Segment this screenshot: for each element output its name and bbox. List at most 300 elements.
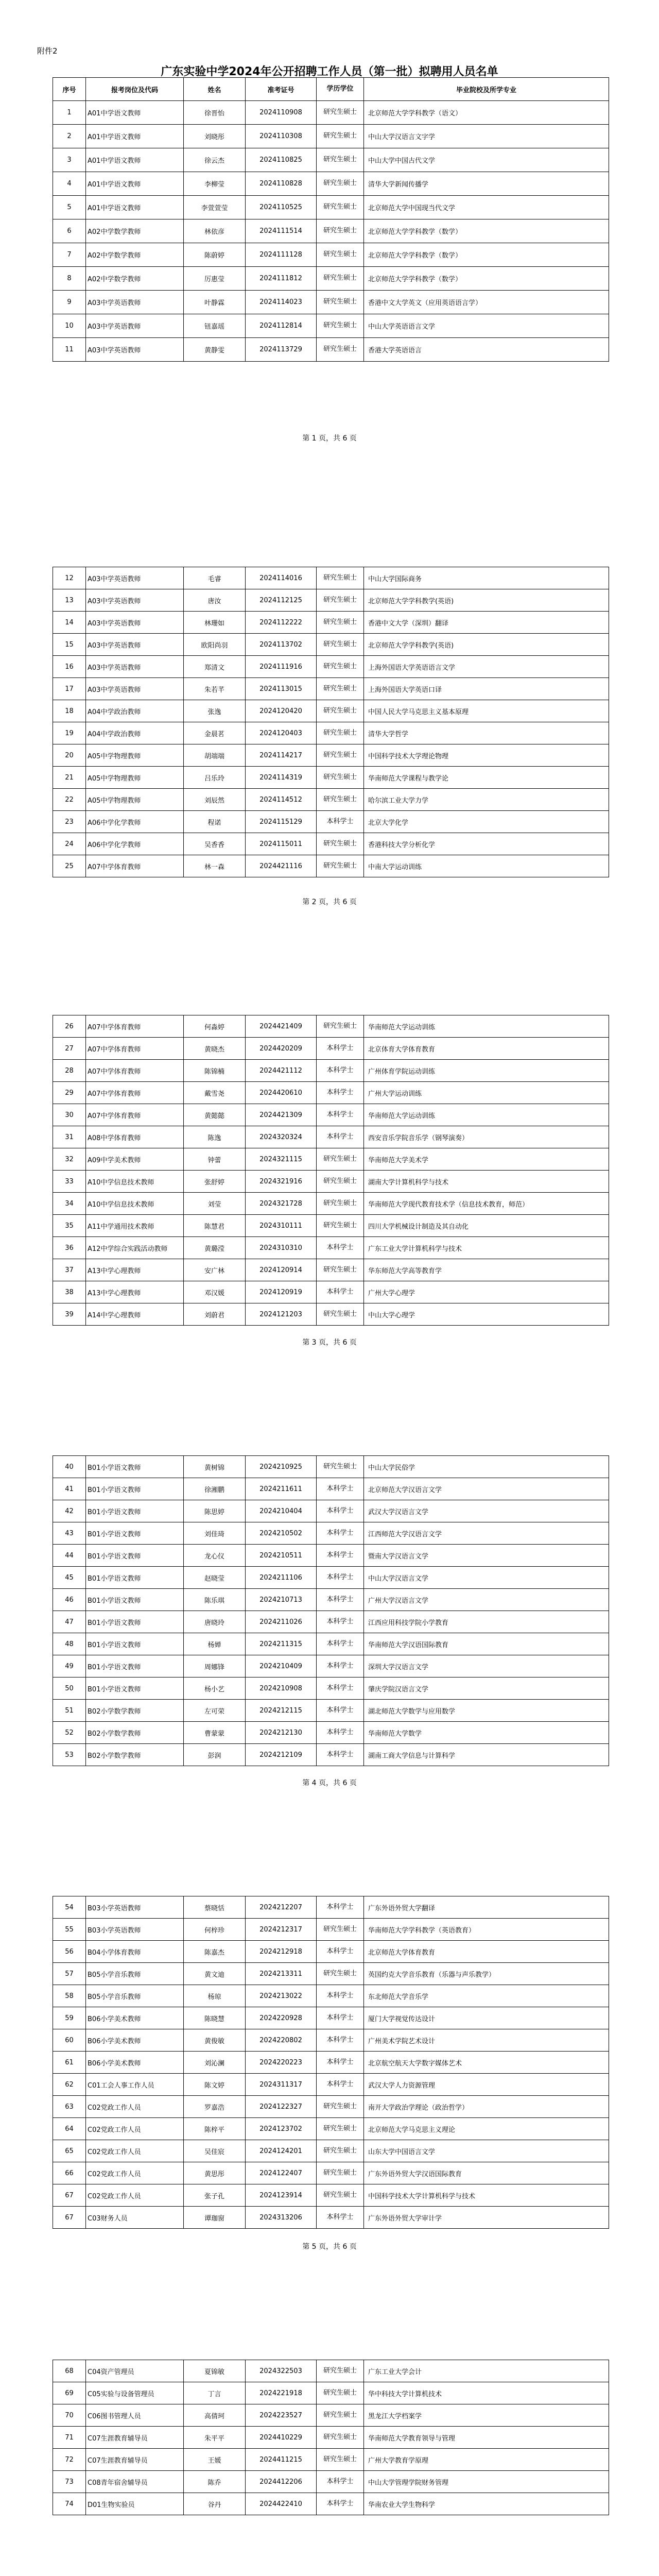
exam-id: 2024123914 bbox=[246, 2184, 317, 2207]
post-code: B05小学音乐教师 bbox=[86, 1963, 184, 1985]
exam-id: 2024421116 bbox=[246, 855, 317, 877]
post-code: A03中学英语教师 bbox=[86, 589, 184, 612]
row-number: 44 bbox=[53, 1545, 86, 1567]
exam-id: 2024115129 bbox=[246, 811, 317, 833]
school-major: 华南师范大学学科教学（英语教育） bbox=[364, 1919, 609, 1941]
row-number: 43 bbox=[53, 1522, 86, 1545]
table-row bbox=[53, 2471, 609, 2493]
post-code: A01中学语文教师 bbox=[86, 172, 184, 196]
school-major: 黑龙江大学档案学 bbox=[364, 2404, 609, 2427]
row-number: 50 bbox=[53, 1677, 86, 1700]
education-degree: 研究生硕士 bbox=[317, 125, 364, 148]
post-code: B02小学数学教师 bbox=[86, 1722, 184, 1744]
post-code: C05实验与设备管理员 bbox=[86, 2382, 184, 2404]
exam-id: 2024212130 bbox=[246, 1722, 317, 1744]
school-major: 湖南工商大学信息与计算科学 bbox=[364, 1744, 609, 1766]
row-number: 70 bbox=[53, 2404, 86, 2427]
school-major: 中山大学民俗学 bbox=[364, 1456, 609, 1478]
candidate-name: 陈蔚婷 bbox=[184, 243, 246, 267]
school-major: 香港科技大学分析化学 bbox=[364, 833, 609, 855]
row-number: 20 bbox=[53, 744, 86, 767]
table-row bbox=[53, 314, 609, 338]
table-row bbox=[53, 1478, 609, 1500]
row-number: 18 bbox=[53, 700, 86, 722]
education-degree: 研究生硕士 bbox=[317, 1919, 364, 1941]
post-code: B02小学数学教师 bbox=[86, 1700, 184, 1722]
exam-id: 2024210511 bbox=[246, 1545, 317, 1567]
candidate-name: 陈慧君 bbox=[184, 1215, 246, 1237]
row-number: 8 bbox=[53, 267, 86, 291]
candidate-name: 陈晓慧 bbox=[184, 2007, 246, 2029]
school-major: 广州大学汉语言文学 bbox=[364, 1589, 609, 1611]
post-code: B06小学美术教师 bbox=[86, 2052, 184, 2074]
table-row bbox=[53, 1038, 609, 1060]
education-degree: 本科学士 bbox=[317, 1281, 364, 1303]
table-row bbox=[53, 1589, 609, 1611]
education-degree: 研究生硕士 bbox=[317, 291, 364, 314]
post-code: A03中学英语教师 bbox=[86, 314, 184, 338]
education-degree: 研究生硕士 bbox=[317, 101, 364, 125]
row-number: 27 bbox=[53, 1038, 86, 1060]
exam-id: 2024420209 bbox=[246, 1038, 317, 1060]
school-major: 北京师范大学学科教学（数学） bbox=[364, 219, 609, 243]
row-number: 33 bbox=[53, 1171, 86, 1193]
row-number: 57 bbox=[53, 1963, 86, 1985]
candidate-name: 陈逸 bbox=[184, 1126, 246, 1148]
school-major: 香港大学英语语言 bbox=[364, 338, 609, 362]
candidate-name: 陈乐琪 bbox=[184, 1589, 246, 1611]
exam-id: 2024210502 bbox=[246, 1522, 317, 1545]
candidate-name: 陈梓平 bbox=[184, 2118, 246, 2140]
table-row bbox=[53, 678, 609, 700]
table-row bbox=[53, 1919, 609, 1941]
exam-id: 2024313206 bbox=[246, 2207, 317, 2229]
school-major: 上海外国语大学英语语言文学 bbox=[364, 656, 609, 678]
exam-id: 2024210713 bbox=[246, 1589, 317, 1611]
table-row bbox=[53, 2184, 609, 2207]
school-major: 北京师范大学学科教学(英语) bbox=[364, 589, 609, 612]
exam-id: 2024212317 bbox=[246, 1919, 317, 1941]
candidate-name: 杨婵 bbox=[184, 1633, 246, 1655]
candidate-name: 吕乐玲 bbox=[184, 767, 246, 789]
exam-id: 2024410229 bbox=[246, 2427, 317, 2449]
candidate-name: 蔡晓恬 bbox=[184, 1896, 246, 1919]
table-row bbox=[53, 722, 609, 744]
school-major: 英国约克大学音乐教育（乐器与声乐教学） bbox=[364, 1963, 609, 1985]
school-major: 南开大学政治学理论（政治哲学） bbox=[364, 2096, 609, 2118]
education-degree: 研究生硕士 bbox=[317, 612, 364, 634]
exam-id: 2024113729 bbox=[246, 338, 317, 362]
exam-id: 2024210404 bbox=[246, 1500, 317, 1522]
results-table-page-3 bbox=[53, 1015, 609, 1326]
education-degree: 研究生硕士 bbox=[317, 1259, 364, 1281]
candidate-name: 丁言 bbox=[184, 2382, 246, 2404]
candidate-name: 王媛 bbox=[184, 2449, 246, 2471]
education-degree: 本科学士 bbox=[317, 1104, 364, 1126]
candidate-name: 黄懿懿 bbox=[184, 1104, 246, 1126]
post-code: B04小学体育教师 bbox=[86, 1941, 184, 1963]
exam-id: 2024110908 bbox=[246, 101, 317, 125]
education-degree: 研究生硕士 bbox=[317, 1963, 364, 1985]
table-row bbox=[53, 291, 609, 314]
row-number: 58 bbox=[53, 1985, 86, 2007]
education-degree: 本科学士 bbox=[317, 1985, 364, 2007]
candidate-name: 罗嘉浩 bbox=[184, 2096, 246, 2118]
candidate-name: 黄静雯 bbox=[184, 338, 246, 362]
exam-id: 2024210925 bbox=[246, 1456, 317, 1478]
post-code: A01中学语文教师 bbox=[86, 196, 184, 219]
post-code: B01小学语文教师 bbox=[86, 1611, 184, 1633]
school-major: 广州大学运动训练 bbox=[364, 1082, 609, 1104]
school-major: 中国科学技术大学计算机科学与技术 bbox=[364, 2184, 609, 2207]
candidate-name: 黄思彤 bbox=[184, 2162, 246, 2184]
education-degree: 本科学士 bbox=[317, 1611, 364, 1633]
education-degree: 研究生硕士 bbox=[317, 314, 364, 338]
post-code: C08青年宿舍辅导员 bbox=[86, 2471, 184, 2493]
table-row bbox=[53, 1215, 609, 1237]
education-degree: 本科学士 bbox=[317, 1478, 364, 1500]
education-degree: 本科学士 bbox=[317, 2007, 364, 2029]
post-code: A04中学政治教师 bbox=[86, 700, 184, 722]
exam-id: 2024110525 bbox=[246, 196, 317, 219]
exam-id: 2024114016 bbox=[246, 567, 317, 589]
post-code: A12中学综合实践活动教师 bbox=[86, 1237, 184, 1259]
table-row bbox=[53, 2096, 609, 2118]
exam-id: 2024122327 bbox=[246, 2096, 317, 2118]
post-code: C07生涯教育辅导员 bbox=[86, 2449, 184, 2471]
row-number: 54 bbox=[53, 1896, 86, 1919]
row-number: 51 bbox=[53, 1700, 86, 1722]
header-exam-id: 准考证号 bbox=[246, 78, 317, 101]
exam-id: 2024412206 bbox=[246, 2471, 317, 2493]
school-major: 厦门大学视觉传达设计 bbox=[364, 2007, 609, 2029]
candidate-name: 钟蕾 bbox=[184, 1148, 246, 1171]
education-degree: 研究生硕士 bbox=[317, 1015, 364, 1038]
exam-id: 2024213311 bbox=[246, 1963, 317, 1985]
post-code: A07中学体育教师 bbox=[86, 1015, 184, 1038]
table-row bbox=[53, 2029, 609, 2052]
exam-id: 2024211026 bbox=[246, 1611, 317, 1633]
row-number: 21 bbox=[53, 767, 86, 789]
education-degree: 研究生硕士 bbox=[317, 2404, 364, 2427]
table-row bbox=[53, 1744, 609, 1766]
row-number: 15 bbox=[53, 634, 86, 656]
page-footer: 第 1 页，共 6 页 bbox=[302, 434, 357, 443]
school-major: 广州体育学院运动训练 bbox=[364, 1060, 609, 1082]
table-row bbox=[53, 1104, 609, 1126]
exam-id: 2024220223 bbox=[246, 2052, 317, 2074]
candidate-name: 刘莹 bbox=[184, 1193, 246, 1215]
education-degree: 研究生硕士 bbox=[317, 267, 364, 291]
candidate-name: 刘沁澜 bbox=[184, 2052, 246, 2074]
exam-id: 2024121203 bbox=[246, 1303, 317, 1326]
table-row bbox=[53, 2007, 609, 2029]
school-major: 中山大学心理学 bbox=[364, 1303, 609, 1326]
table-row bbox=[53, 1456, 609, 1478]
row-number: 22 bbox=[53, 789, 86, 811]
education-degree: 研究生硕士 bbox=[317, 148, 364, 172]
table-row bbox=[53, 811, 609, 833]
education-degree: 研究生硕士 bbox=[317, 589, 364, 612]
exam-id: 2024212115 bbox=[246, 1700, 317, 1722]
exam-id: 2024114023 bbox=[246, 291, 317, 314]
candidate-name: 杨琼 bbox=[184, 1985, 246, 2007]
candidate-name: 谷丹 bbox=[184, 2493, 246, 2515]
school-major: 清华大学新闻传播学 bbox=[364, 172, 609, 196]
education-degree: 研究生硕士 bbox=[317, 2360, 364, 2382]
education-degree: 本科学士 bbox=[317, 1655, 364, 1677]
post-code: C02党政工作人员 bbox=[86, 2096, 184, 2118]
education-degree: 研究生硕士 bbox=[317, 196, 364, 219]
row-number: 14 bbox=[53, 612, 86, 634]
row-number: 55 bbox=[53, 1919, 86, 1941]
row-number: 1 bbox=[53, 101, 86, 125]
table-row bbox=[53, 243, 609, 267]
candidate-name: 刘蔚君 bbox=[184, 1303, 246, 1326]
exam-id: 2024111812 bbox=[246, 267, 317, 291]
header-post-code: 报考岗位及代码 bbox=[86, 78, 184, 101]
post-code: B01小学语文教师 bbox=[86, 1633, 184, 1655]
school-major: 武汉大学汉语言文学 bbox=[364, 1500, 609, 1522]
candidate-name: 安广林 bbox=[184, 1259, 246, 1281]
table-row bbox=[53, 172, 609, 196]
row-number: 65 bbox=[53, 2140, 86, 2162]
school-major: 北京师范大学学科教学（数学） bbox=[364, 267, 609, 291]
exam-id: 2024212207 bbox=[246, 1896, 317, 1919]
table-row bbox=[53, 2427, 609, 2449]
row-number: 49 bbox=[53, 1655, 86, 1677]
education-degree: 研究生硕士 bbox=[317, 1148, 364, 1171]
table-row bbox=[53, 634, 609, 656]
table-row bbox=[53, 2360, 609, 2382]
education-degree: 研究生硕士 bbox=[317, 172, 364, 196]
header-education-degree: 学历学位 bbox=[317, 78, 364, 101]
row-number: 6 bbox=[53, 219, 86, 243]
row-number: 19 bbox=[53, 722, 86, 744]
school-major: 中山大学汉语言文字学 bbox=[364, 125, 609, 148]
post-code: A03中学英语教师 bbox=[86, 338, 184, 362]
post-code: C02党政工作人员 bbox=[86, 2118, 184, 2140]
row-number: 68 bbox=[53, 2360, 86, 2382]
candidate-name: 朱平平 bbox=[184, 2427, 246, 2449]
candidate-name: 龙心仪 bbox=[184, 1545, 246, 1567]
row-number: 16 bbox=[53, 656, 86, 678]
candidate-name: 陈嘉杰 bbox=[184, 1941, 246, 1963]
exam-id: 2024114319 bbox=[246, 767, 317, 789]
exam-id: 2024112125 bbox=[246, 589, 317, 612]
candidate-name: 黄文迪 bbox=[184, 1963, 246, 1985]
candidate-name: 徐晋怡 bbox=[184, 101, 246, 125]
table-row bbox=[53, 219, 609, 243]
post-code: C04资产管理员 bbox=[86, 2360, 184, 2382]
school-major: 北京师范大学学科教学（语文） bbox=[364, 101, 609, 125]
candidate-name: 林珊如 bbox=[184, 612, 246, 634]
school-major: 华南师范大学汉语国际教育 bbox=[364, 1633, 609, 1655]
candidate-name: 唐汝 bbox=[184, 589, 246, 612]
post-code: B01小学语文教师 bbox=[86, 1655, 184, 1677]
candidate-name: 钮嘉瑶 bbox=[184, 314, 246, 338]
row-number: 40 bbox=[53, 1456, 86, 1478]
school-major: 中南大学运动训练 bbox=[364, 855, 609, 877]
row-number: 62 bbox=[53, 2074, 86, 2096]
exam-id: 2024110308 bbox=[246, 125, 317, 148]
results-table-page-5 bbox=[53, 1896, 609, 2229]
education-degree: 本科学士 bbox=[317, 1589, 364, 1611]
row-number: 2 bbox=[53, 125, 86, 148]
post-code: A07中学体育教师 bbox=[86, 1104, 184, 1126]
post-code: B01小学语文教师 bbox=[86, 1589, 184, 1611]
exam-id: 2024124201 bbox=[246, 2140, 317, 2162]
row-number: 34 bbox=[53, 1193, 86, 1215]
candidate-name: 彭润 bbox=[184, 1744, 246, 1766]
exam-id: 2024211315 bbox=[246, 1633, 317, 1655]
row-number: 59 bbox=[53, 2007, 86, 2029]
school-major: 深圳大学汉语言文学 bbox=[364, 1655, 609, 1677]
exam-id: 2024123702 bbox=[246, 2118, 317, 2140]
table-row bbox=[53, 2404, 609, 2427]
table-row bbox=[53, 1500, 609, 1522]
table-row bbox=[53, 833, 609, 855]
post-code: B01小学语文教师 bbox=[86, 1567, 184, 1589]
row-number: 71 bbox=[53, 2427, 86, 2449]
education-degree: 本科学士 bbox=[317, 1126, 364, 1148]
school-major: 香港中文大学（深圳）翻译 bbox=[364, 612, 609, 634]
row-number: 47 bbox=[53, 1611, 86, 1633]
row-number: 45 bbox=[53, 1567, 86, 1589]
exam-id: 2024111916 bbox=[246, 656, 317, 678]
education-degree: 研究生硕士 bbox=[317, 789, 364, 811]
school-major: 北京大学化学 bbox=[364, 811, 609, 833]
exam-id: 2024110825 bbox=[246, 148, 317, 172]
table-row bbox=[53, 1677, 609, 1700]
post-code: A01中学语文教师 bbox=[86, 101, 184, 125]
table-row bbox=[53, 2162, 609, 2184]
table-row bbox=[53, 1126, 609, 1148]
post-code: A07中学体育教师 bbox=[86, 1082, 184, 1104]
exam-id: 2024320324 bbox=[246, 1126, 317, 1148]
school-major: 西安音乐学院音乐学（钢琴演奏） bbox=[364, 1126, 609, 1148]
table-row bbox=[53, 2382, 609, 2404]
table-row bbox=[53, 338, 609, 362]
education-degree: 研究生硕士 bbox=[317, 2382, 364, 2404]
candidate-name: 陈乔 bbox=[184, 2471, 246, 2493]
row-number: 36 bbox=[53, 1237, 86, 1259]
education-degree: 研究生硕士 bbox=[317, 1456, 364, 1478]
school-major: 华南师范大学课程与教学论 bbox=[364, 767, 609, 789]
education-degree: 研究生硕士 bbox=[317, 767, 364, 789]
post-code: A03中学英语教师 bbox=[86, 567, 184, 589]
table-row bbox=[53, 1963, 609, 1985]
exam-id: 2024311317 bbox=[246, 2074, 317, 2096]
table-row bbox=[53, 1655, 609, 1677]
candidate-name: 张逸 bbox=[184, 700, 246, 722]
education-degree: 研究生硕士 bbox=[317, 2427, 364, 2449]
education-degree: 本科学士 bbox=[317, 1633, 364, 1655]
candidate-name: 何淼婷 bbox=[184, 1015, 246, 1038]
education-degree: 本科学士 bbox=[317, 1038, 364, 1060]
candidate-name: 张舒婷 bbox=[184, 1171, 246, 1193]
exam-id: 2024120919 bbox=[246, 1281, 317, 1303]
post-code: A04中学政治教师 bbox=[86, 722, 184, 744]
candidate-name: 陈锦楠 bbox=[184, 1060, 246, 1082]
exam-id: 2024111514 bbox=[246, 219, 317, 243]
exam-id: 2024213022 bbox=[246, 1985, 317, 2007]
education-degree: 本科学士 bbox=[317, 2471, 364, 2493]
school-major: 暨南大学汉语言文学 bbox=[364, 1545, 609, 1567]
page-footer: 第 2 页，共 6 页 bbox=[302, 898, 357, 906]
candidate-name: 左可荣 bbox=[184, 1700, 246, 1722]
candidate-name: 胡端端 bbox=[184, 744, 246, 767]
exam-id: 2024122407 bbox=[246, 2162, 317, 2184]
education-degree: 研究生硕士 bbox=[317, 722, 364, 744]
post-code: A11中学通用技术教师 bbox=[86, 1215, 184, 1237]
post-code: A01中学语文教师 bbox=[86, 125, 184, 148]
table-row bbox=[53, 789, 609, 811]
school-major: 中山大学英语语言文学 bbox=[364, 314, 609, 338]
table-row bbox=[53, 612, 609, 634]
table-row bbox=[53, 1259, 609, 1281]
exam-id: 2024420610 bbox=[246, 1082, 317, 1104]
post-code: A03中学英语教师 bbox=[86, 291, 184, 314]
row-number: 13 bbox=[53, 589, 86, 612]
row-number: 3 bbox=[53, 148, 86, 172]
school-major: 华南师范大学运动训练 bbox=[364, 1015, 609, 1038]
school-major: 广东工业大学会计 bbox=[364, 2360, 609, 2382]
table-row bbox=[53, 1060, 609, 1082]
school-major: 北京师范大学体育教育 bbox=[364, 1941, 609, 1963]
school-major: 上海外国语大学英语口译 bbox=[364, 678, 609, 700]
table-row bbox=[53, 1545, 609, 1567]
candidate-name: 曹蒙蒙 bbox=[184, 1722, 246, 1744]
exam-id: 2024411215 bbox=[246, 2449, 317, 2471]
school-major: 江西应用科技学院小学教育 bbox=[364, 1611, 609, 1633]
education-degree: 本科学士 bbox=[317, 2074, 364, 2096]
row-number: 67 bbox=[53, 2184, 86, 2207]
exam-id: 2024310310 bbox=[246, 1237, 317, 1259]
row-number: 9 bbox=[53, 291, 86, 314]
header-school-major: 毕业院校及所学专业 bbox=[364, 78, 609, 101]
candidate-name: 林一森 bbox=[184, 855, 246, 877]
table-row bbox=[53, 1700, 609, 1722]
education-degree: 研究生硕士 bbox=[317, 219, 364, 243]
school-major: 中山大学管理学院财务管理 bbox=[364, 2471, 609, 2493]
school-major: 华南农业大学生物科学 bbox=[364, 2493, 609, 2515]
exam-id: 2024113702 bbox=[246, 634, 317, 656]
education-degree: 研究生硕士 bbox=[317, 2118, 364, 2140]
candidate-name: 林依彦 bbox=[184, 219, 246, 243]
education-degree: 研究生硕士 bbox=[317, 567, 364, 589]
education-degree: 研究生硕士 bbox=[317, 2140, 364, 2162]
exam-id: 2024220928 bbox=[246, 2007, 317, 2029]
table-row bbox=[53, 2052, 609, 2074]
candidate-name: 厉惠莹 bbox=[184, 267, 246, 291]
exam-id: 2024422410 bbox=[246, 2493, 317, 2515]
post-code: B01小学语文教师 bbox=[86, 1478, 184, 1500]
candidate-name: 刘辰然 bbox=[184, 789, 246, 811]
education-degree: 本科学士 bbox=[317, 1522, 364, 1545]
results-table-page-4 bbox=[53, 1455, 609, 1766]
exam-id: 2024321115 bbox=[246, 1148, 317, 1171]
school-major: 清华大学哲学 bbox=[364, 722, 609, 744]
candidate-name: 周娜锋 bbox=[184, 1655, 246, 1677]
exam-id: 2024211106 bbox=[246, 1567, 317, 1589]
education-degree: 本科学士 bbox=[317, 811, 364, 833]
table-row bbox=[53, 2207, 609, 2229]
table-row bbox=[53, 196, 609, 219]
education-degree: 本科学士 bbox=[317, 2052, 364, 2074]
post-code: C07生涯教育辅导员 bbox=[86, 2427, 184, 2449]
table-row bbox=[53, 1722, 609, 1744]
